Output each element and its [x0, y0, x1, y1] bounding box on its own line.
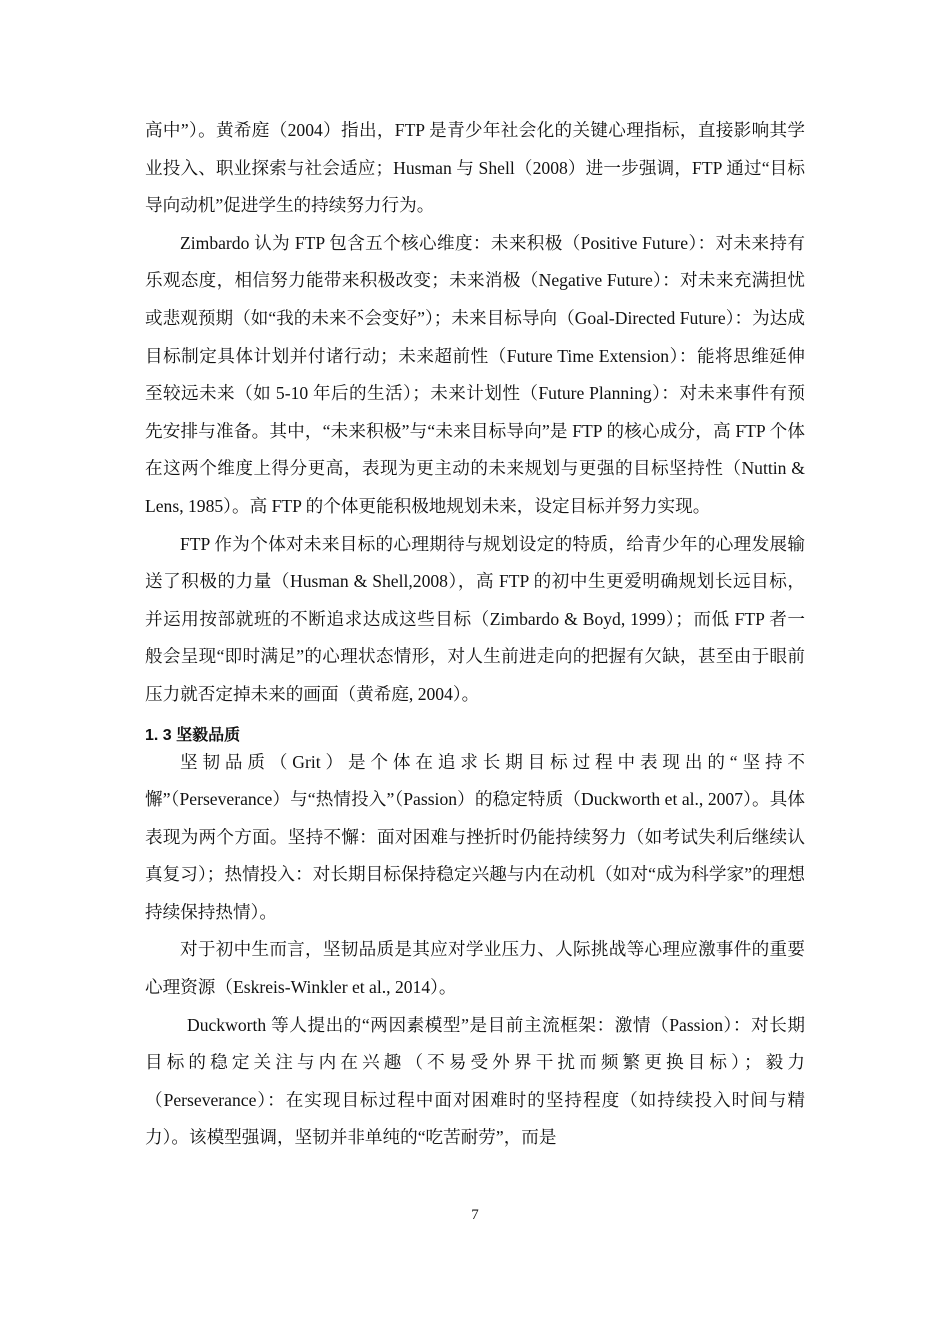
paragraph-grit-definition: 坚韧品质（Grit）是个体在追求长期目标过程中表现出的“坚持不懈”（Perseverance）与“热情投入”（Passion）的稳定特质（Duckworth et al., 2007）。具体表现为两个方面。坚持不懈：面对困难与挫折时仍能持续努力（如考试失利后继续认真复习）；热情投入：对长期目标保持稳定兴趣与内在动机（如对“成为科学家”的理想持续保持热情）。 — [145, 751, 805, 922]
page-number: 7 — [471, 1207, 479, 1223]
section-heading-grit: 1. 3 坚毅品质 — [145, 726, 241, 744]
paragraph-grit-two-factor-model: Duckworth 等人提出的“两因素模型”是目前主流框架：激情（Passion）：对长期目标的稳定关注与内在兴趣（不易受外界干扰而频繁更换目标）；毅力（Perseverance）：在实现目标过程中面对困难时的坚持程度（如持续投入时间与精力）。该模型强调，坚韧并非单纯的“吃苦耐劳”，而是 — [145, 1014, 805, 1148]
body-text — [145, 112, 805, 1157]
paragraph-grit-middle-school: 对于初中生而言，坚韧品质是其应对学业压力、人际挑战等心理应激事件的重要心理资源（Eskreis-Winkler et al., 2014）。 — [145, 939, 805, 998]
paragraph-ftp-dimensions: Zimbardo 认为 FTP 包含五个核心维度：未来积极（Positive Future）：对未来持有乐观态度，相信努力能带来积极改变；未来消极（Negative Future）：对未来充满担忧或悲观预期（如“我的未来不会变好”）；未来目标导向（Goal-Directed Future）：为达成目标制定具体计划并付诸行动；未来超前性（Future Time Extension）：能将思维延伸至较远未来（如 5-10 年后的生活）；未来计划性（Future Planning）：对未来事件有预先安排与准备。其中，“未来积极”与“未来目标导向”是 FTP 的核心成分，高 FTP 个体在这两个维度上得分更高，表现为更主动的未来规划与更强的目标坚持性（Nuttin & Lens, 1985）。高 FTP 的个体更能积极地规划未来，设定目标并努力实现。 — [145, 232, 805, 516]
paragraph-ftp-adolescents: FTP 作为个体对未来目标的心理期待与规划设定的特质，给青少年的心理发展输送了积极的力量（Husman & Shell,2008），高 FTP 的初中生更爱明确规划长远目标，并运用按部就班的不断追求达成这些目标（Zimbardo & Boyd, 1999）；而低 FTP 者一般会呈现“即时满足”的心理状态情形，对人生前进走向的把握有欠缺，甚至由于眼前压力就否定掉未来的画面（黄希庭, 2004）。 — [145, 533, 805, 704]
paragraph-ftp-intro-continued: 高中”）。黄希庭（2004）指出，FTP 是青少年社会化的关键心理指标，直接影响其学业投入、职业探索与社会适应；Husman 与 Shell（2008）进一步强调，FTP 通过“目标导向动机”促进学生的持续努力行为。 — [145, 120, 805, 216]
